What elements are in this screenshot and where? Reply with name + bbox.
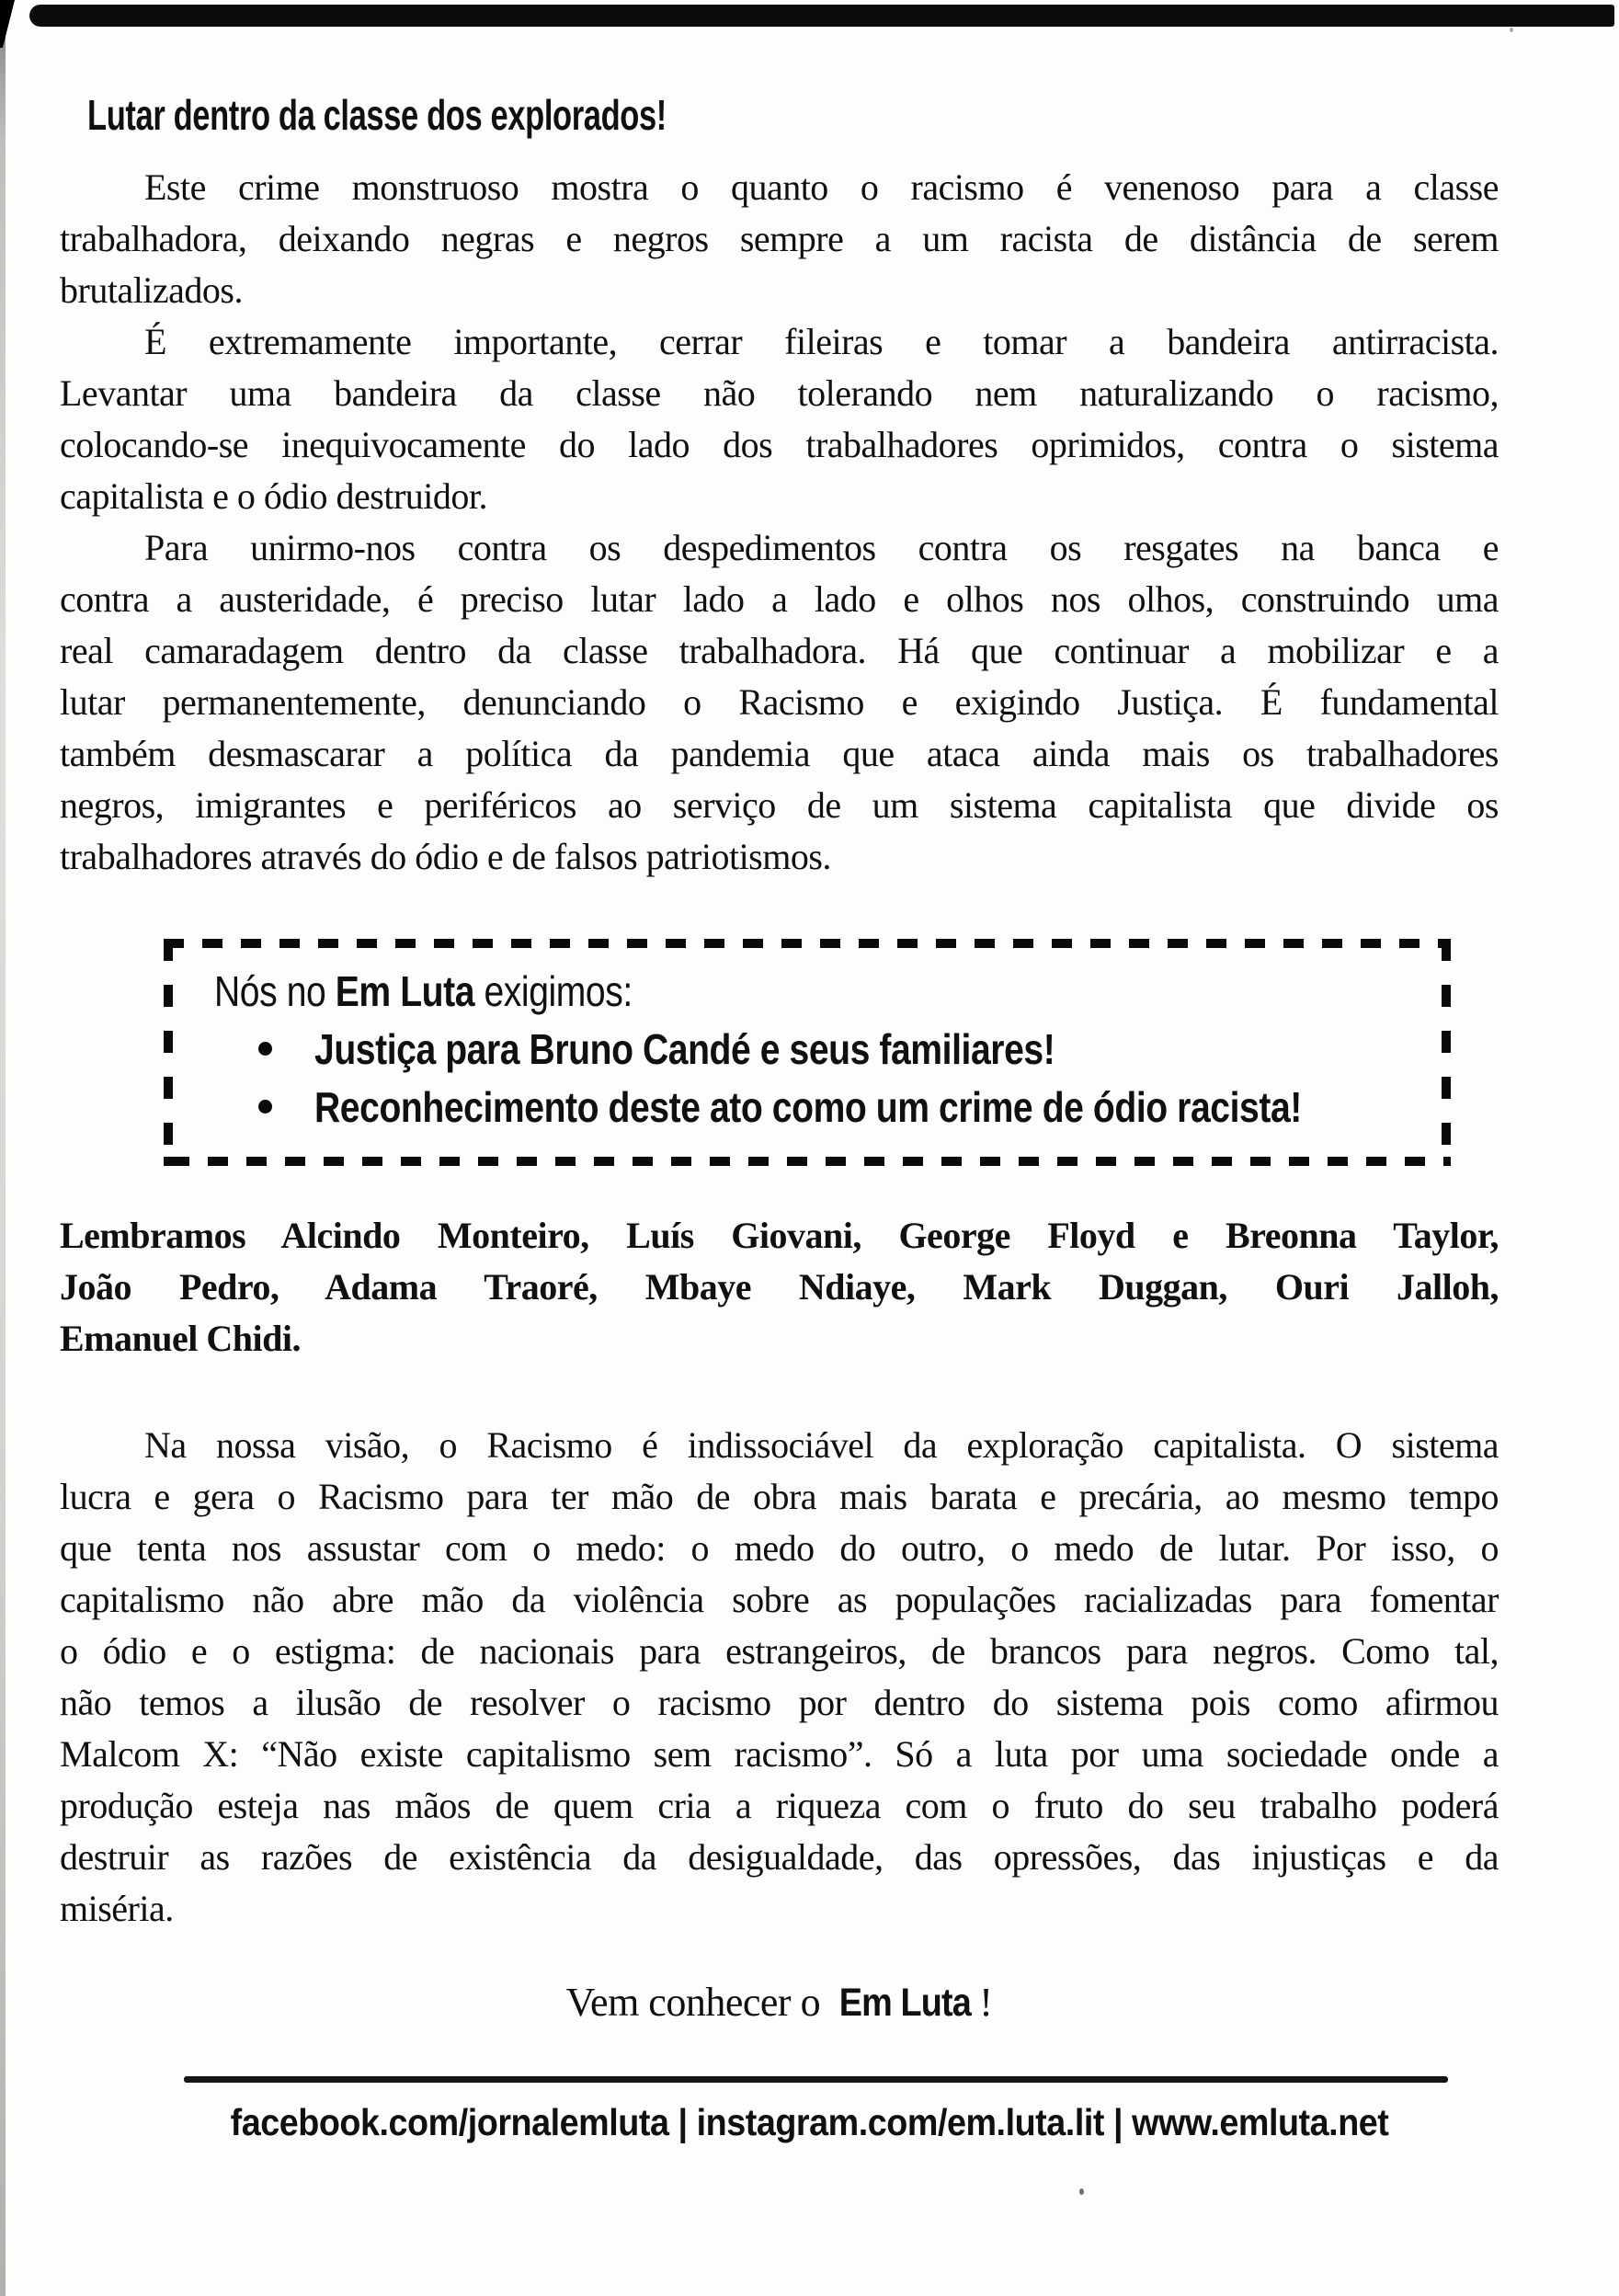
text-line: não temos a ilusão de resolver o racismo por dentro do sistema pois como afirmou: [60, 1682, 1499, 1723]
text-line: brutalizados.: [60, 269, 243, 311]
text-line: lucra e gera o Racismo para ter mão de obra mais barata e precária, ao mesmo tempo: [60, 1476, 1499, 1517]
text-line: negros, imigrantes e periféricos ao serviço de um sistema capitalista que divide os: [60, 784, 1499, 826]
box-border-right: [1442, 939, 1451, 1166]
text-line: trabalhadora, deixando negras e negros sempre a um racista de distância de serem: [60, 218, 1499, 259]
text-line: lutar permanentemente, denunciando o Racismo e exigindo Justiça. É fundamental: [60, 681, 1499, 723]
demands-intro: [214, 968, 633, 1014]
demands-intro-suffix: exigimos:: [474, 967, 633, 1015]
scan-top-bar-artifact: [29, 5, 1614, 27]
scan-speck: [1510, 28, 1513, 32]
text-line: Na nossa visão, o Racismo é indissociável da exploração capitalista. O sistema: [144, 1424, 1499, 1466]
victims-names-paragraph: [60, 1210, 1499, 1365]
box-border-left: [164, 939, 173, 1166]
text-line: Emanuel Chidi.: [60, 1318, 301, 1359]
page-title: Lutar dentro da classe dos explorados!: [87, 91, 667, 139]
cta-line: [60, 1977, 1499, 2028]
text-line: produção esteja nas mãos de quem cria a riqueza com o fruto do seu trabalho poderá: [60, 1785, 1499, 1826]
text-line: contra a austeridade, é preciso lutar lado a lado e olhos nos olhos, construindo uma: [60, 578, 1499, 620]
bullet-text: Justiça para Bruno Candé e seus familiares!: [314, 1024, 1055, 1073]
bullet-dot-icon: [258, 1100, 272, 1114]
cta-prefix: Vem conhecer o: [565, 1980, 830, 2025]
bullet-text: Reconhecimento deste ato como um crime de ódio racista!: [314, 1082, 1302, 1131]
text-line: João Pedro, Adama Traoré, Mbaye Ndiaye, Mark Duggan, Ouri Jalloh,: [60, 1266, 1499, 1308]
text-line: também desmascarar a política da pandemia que ataca ainda mais os trabalhadores: [60, 733, 1499, 774]
paragraph: [60, 522, 1499, 883]
footer-links: facebook.com/jornalemluta | instagram.com/em.luta.lit | www.emluta.net: [230, 2101, 1389, 2143]
paragraph: [60, 162, 1499, 316]
text-line: Malcom X: “Não existe capitalismo sem racismo”. Só a luta por uma sociedade onde a: [60, 1733, 1499, 1775]
footer-divider: [184, 2076, 1448, 2083]
text-line: Para unirmo-nos contra os despedimentos contra os resgates na banca e: [144, 527, 1499, 568]
text-line: capitalismo não abre mão da violência sobre as populações racializadas para fomentar: [60, 1579, 1499, 1620]
text-line: Levantar uma bandeira da classe não tolerando nem naturalizando o racismo,: [60, 372, 1499, 414]
body-text-bottom: [60, 1420, 1499, 1935]
text-line: destruir as razões de existência da desigualdade, das opressões, das injustiças e da: [60, 1836, 1499, 1878]
scan-speck: [1079, 2188, 1084, 2195]
scan-edge-artifact-left: [0, 0, 6, 2296]
text-line: o ódio e o estigma: de nacionais para estrangeiros, de brancos para negros. Como tal,: [60, 1630, 1499, 1672]
text-line: colocando-se inequivocamente do lado dos trabalhadores oprimidos, contra o sistema: [60, 424, 1499, 465]
body-text-top: [60, 162, 1499, 883]
scan-corner-artifact: [0, 0, 15, 48]
box-border-top: [164, 939, 1451, 948]
box-border-bottom: [164, 1157, 1451, 1166]
demands-intro-prefix: Nós no: [214, 967, 336, 1015]
text-line: miséria.: [60, 1888, 174, 1929]
text-line: Lembramos Alcindo Monteiro, Luís Giovani, George Floyd e Breonna Taylor,: [60, 1215, 1499, 1256]
demands-box: [164, 939, 1451, 1166]
brand-name: Em Luta: [335, 967, 475, 1015]
bullet-dot-icon: [258, 1042, 272, 1056]
text-line: É extremamente importante, cerrar fileiras e tomar a bandeira antirracista.: [144, 321, 1499, 362]
demand-bullet: [258, 1078, 1423, 1136]
demand-bullet: [258, 1020, 1423, 1078]
brand-name: Em Luta: [838, 1981, 971, 2025]
text-line: Este crime monstruoso mostra o quanto o racismo é venenoso para a classe: [144, 166, 1499, 208]
text-line: trabalhadores através do ódio e de falsos patriotismos.: [60, 836, 831, 877]
text-line: que tenta nos assustar com o medo: o medo do outro, o medo de lutar. Por isso, o: [60, 1527, 1499, 1569]
text-line: capitalista e o ódio destruidor.: [60, 475, 487, 517]
paragraph: [60, 316, 1499, 522]
cta-suffix: !: [979, 1980, 993, 2025]
text-line: real camaradagem dentro da classe trabalhadora. Há que continuar a mobilizar e a: [60, 630, 1499, 671]
demands-bullet-list: [258, 1020, 1423, 1136]
